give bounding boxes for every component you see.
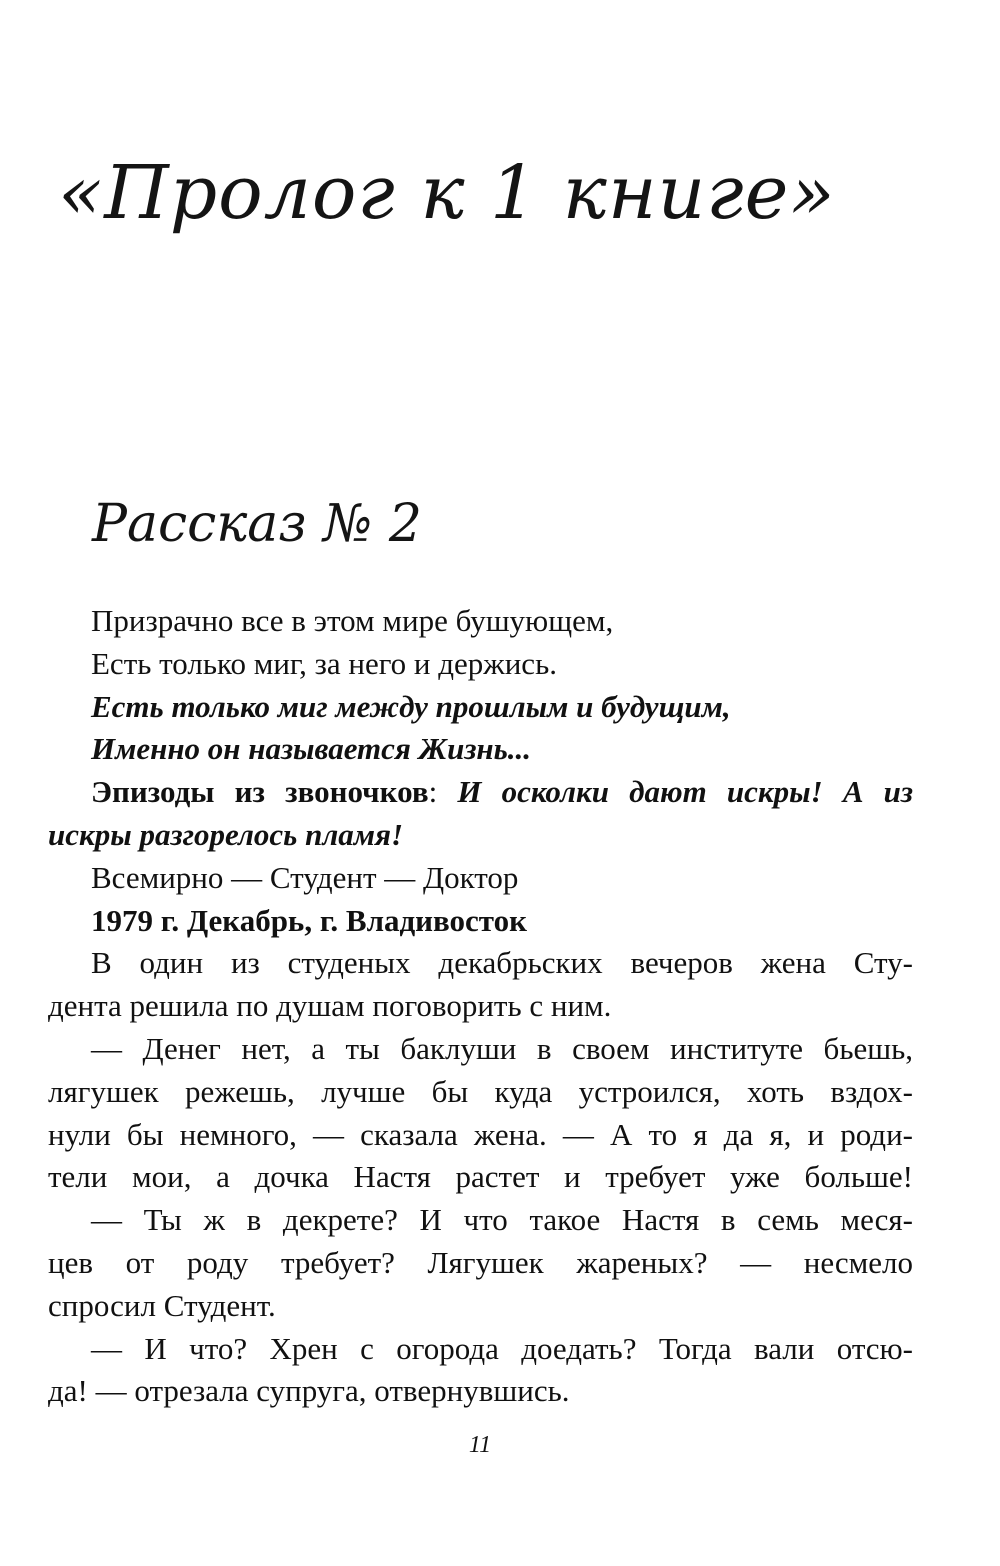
chapter-title: «Пролог к 1 книге» [58, 150, 836, 236]
paragraph-line-3: — Денег нет, а ты баклуши в своем институте бьешь, [91, 1030, 913, 1066]
body-text [48, 600, 913, 1413]
episode-quote-cont: искры разгорелось пламя! [48, 816, 404, 852]
poem-line-1: Призрачно все в этом мире бушующем, [91, 603, 614, 638]
date-place-heading: 1979 г. Декабрь, г. Владивосток [91, 902, 527, 938]
paragraph-line-2: дента решила по душам поговорить с ним. [48, 988, 612, 1024]
paragraph-line-7: — Ты ж в декрете? И что такое Настя в семь меся- [91, 1202, 913, 1238]
poem-line-4: Именно он называется Жизнь... [91, 731, 532, 767]
characters-line: Всемирно — Студент — Доктор [91, 859, 519, 895]
paragraph-line-8: цев от роду требует? Лягушек жареных? — несмело [48, 1244, 913, 1280]
paragraph-line-6: тели мои, а дочка Настя растет и требует уже больше! [48, 1159, 913, 1195]
page-number: 11 [468, 1432, 492, 1458]
episode-line [48, 771, 913, 814]
episode-colon: : [428, 774, 458, 810]
paragraph-line-5: нули бы немного, — сказала жена. — А то я да я, и роди- [48, 1116, 913, 1152]
poem-line-2: Есть только миг, за него и держись. [91, 645, 557, 681]
paragraph-line-10: — И что? Хрен с огорода доедать? Тогда вали отсю- [91, 1330, 913, 1366]
paragraph-line-4: лягушек режешь, лучше бы куда устроился, хоть вздох- [48, 1073, 913, 1109]
story-title: Рассказ № 2 [92, 494, 423, 554]
paragraph-line-9: спросил Студент. [48, 1287, 276, 1323]
poem-line-3: Есть только миг между прошлым и будущим, [91, 688, 731, 724]
episode-label: Эпизоды из звоночков [91, 774, 429, 810]
paragraph-line-11: да! — отрезала супруга, отвернувшись. [48, 1373, 570, 1409]
episode-quote: И осколки дают искры! А из [457, 774, 913, 810]
paragraph-line-1: В один из студеных декабрьских вечеров жена Сту- [91, 945, 913, 981]
